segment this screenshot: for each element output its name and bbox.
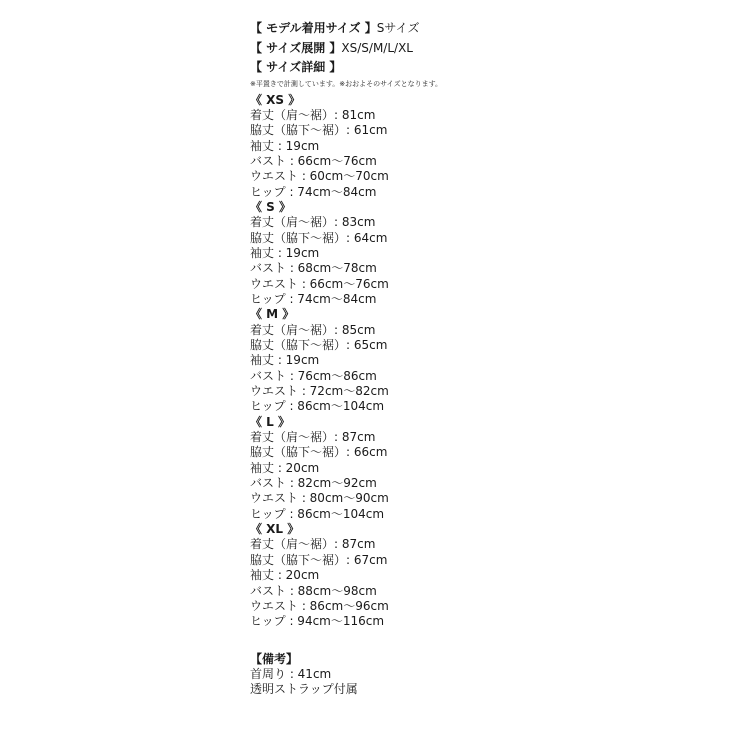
remarks-title: 【備考】	[250, 651, 299, 666]
remarks-strap: 透明ストラップ付属	[250, 682, 358, 697]
measurement-line: ウエスト : 80cm～90cm	[250, 491, 389, 506]
measurement-line: ヒップ : 86cm～104cm	[250, 506, 385, 521]
size-block	[250, 93, 730, 200]
measurement-line: 着丈（肩～裾）: 83cm	[250, 215, 376, 230]
size-block	[250, 200, 730, 307]
size-info-document	[250, 19, 730, 698]
measurement-line: バスト : 66cm～76cm	[250, 153, 377, 168]
model-size-value: Sサイズ	[376, 21, 420, 35]
measurement-line: バスト : 76cm～86cm	[250, 368, 377, 383]
size-title: 《 M 》	[250, 307, 295, 322]
measurement-line: 着丈（肩～裾）: 87cm	[250, 430, 376, 445]
size-detail-label: 【 サイズ詳細 】	[250, 60, 342, 74]
measurement-line: 袖丈 : 19cm	[250, 138, 320, 153]
model-size-row	[250, 19, 730, 39]
remarks-neck: 首周り : 41cm	[250, 666, 332, 681]
size-title: 《 XS 》	[250, 92, 301, 107]
measurement-line: 脇丈（脇下～裾）: 64cm	[250, 230, 388, 245]
measurement-line: バスト : 82cm～92cm	[250, 476, 377, 491]
measurement-line: 袖丈 : 20cm	[250, 568, 320, 583]
measurement-line: ヒップ : 94cm～116cm	[250, 614, 385, 629]
measurement-line: ヒップ : 74cm～84cm	[250, 184, 377, 199]
size-title: 《 S 》	[250, 199, 291, 214]
measurement-line: 袖丈 : 20cm	[250, 460, 320, 475]
measurement-line: ヒップ : 74cm～84cm	[250, 291, 377, 306]
size-range-row	[250, 39, 730, 59]
model-size-label: 【 モデル着用サイズ 】	[250, 21, 377, 35]
measurement-line: ウエスト : 72cm～82cm	[250, 384, 389, 399]
measurement-line: 着丈（肩～裾）: 85cm	[250, 322, 376, 337]
size-list	[250, 93, 730, 630]
size-range-value: XS/S/M/L/XL	[341, 40, 413, 55]
measurement-line: 脇丈（脇下～裾）: 67cm	[250, 552, 388, 567]
measurement-note: ※平置きで計測しています。※おおよそのサイズとなります。	[250, 79, 443, 88]
measurement-line: 着丈（肩～裾）: 87cm	[250, 537, 376, 552]
measurement-line: ウエスト : 60cm～70cm	[250, 169, 389, 184]
measurement-line: ヒップ : 86cm～104cm	[250, 399, 385, 414]
measurement-line: 袖丈 : 19cm	[250, 245, 320, 260]
size-title: 《 L 》	[250, 414, 291, 429]
measurement-line: 着丈（肩～裾）: 81cm	[250, 107, 376, 122]
measurement-line: 脇丈（脇下～裾）: 65cm	[250, 338, 388, 352]
size-block	[250, 415, 730, 522]
size-block	[250, 522, 730, 629]
measurement-line: バスト : 88cm～98cm	[250, 583, 377, 598]
measurement-line: ウエスト : 86cm～96cm	[250, 598, 389, 613]
measurement-line: ウエスト : 66cm～76cm	[250, 276, 389, 291]
measurement-line: 脇丈（脇下～裾）: 61cm	[250, 123, 388, 138]
size-detail-row	[250, 58, 730, 78]
size-range-label: 【 サイズ展開 】	[250, 40, 342, 55]
size-title: 《 XL 》	[250, 522, 300, 537]
measurement-line: バスト : 68cm～78cm	[250, 261, 377, 276]
measurement-line: 袖丈 : 19cm	[250, 353, 320, 368]
measurement-line: 脇丈（脇下～裾）: 66cm	[250, 445, 388, 460]
size-block	[250, 307, 730, 414]
